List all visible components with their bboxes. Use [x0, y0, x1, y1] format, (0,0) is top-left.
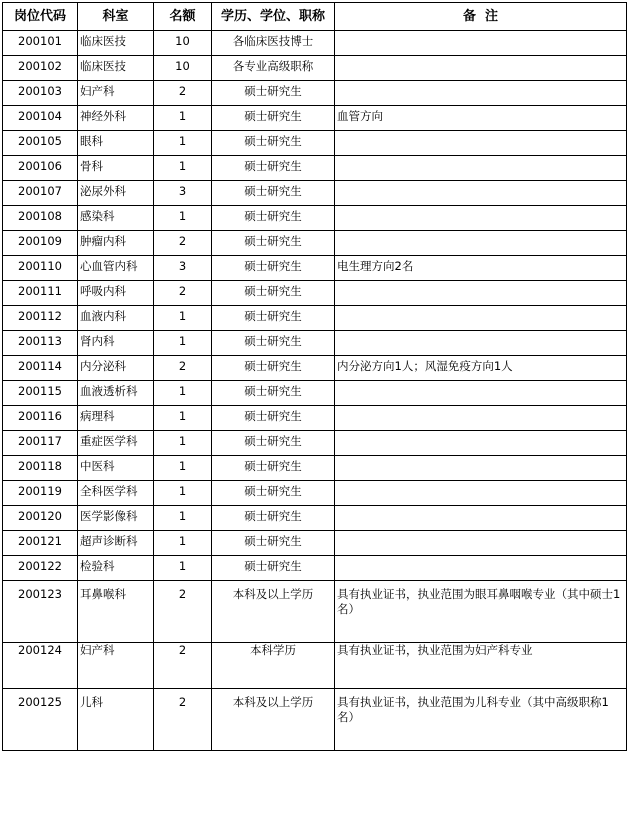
cell-education: 硕士研究生: [212, 306, 335, 331]
cell-quota: 10: [154, 56, 212, 81]
cell-position-code: 200119: [3, 481, 78, 506]
cell-notes: 电生理方向2名: [335, 256, 627, 281]
cell-department: 耳鼻喉科: [78, 581, 154, 643]
positions-table: [2, 2, 627, 751]
cell-quota: 2: [154, 356, 212, 381]
cell-notes: [335, 506, 627, 531]
cell-quota: 2: [154, 281, 212, 306]
table-row: [3, 131, 627, 156]
cell-position-code: 200116: [3, 406, 78, 431]
cell-position-code: 200112: [3, 306, 78, 331]
cell-quota: 2: [154, 81, 212, 106]
cell-position-code: 200101: [3, 31, 78, 56]
cell-education: 本科及以上学历: [212, 689, 335, 751]
cell-department: 病理科: [78, 406, 154, 431]
cell-position-code: 200102: [3, 56, 78, 81]
cell-education: 硕士研究生: [212, 431, 335, 456]
cell-education: 各专业高级职称: [212, 56, 335, 81]
cell-position-code: 200117: [3, 431, 78, 456]
table-row: [3, 506, 627, 531]
cell-quota: 1: [154, 456, 212, 481]
cell-position-code: 200108: [3, 206, 78, 231]
cell-department: 血液透析科: [78, 381, 154, 406]
table-row: [3, 231, 627, 256]
cell-department: 肿瘤内科: [78, 231, 154, 256]
cell-notes: [335, 456, 627, 481]
table-row: [3, 56, 627, 81]
cell-notes: [335, 181, 627, 206]
cell-department: 泌尿外科: [78, 181, 154, 206]
cell-education: 硕士研究生: [212, 256, 335, 281]
cell-quota: 2: [154, 643, 212, 689]
cell-education: 硕士研究生: [212, 206, 335, 231]
cell-department: 儿科: [78, 689, 154, 751]
cell-position-code: 200115: [3, 381, 78, 406]
cell-notes: 血管方向: [335, 106, 627, 131]
cell-education: 硕士研究生: [212, 106, 335, 131]
cell-position-code: 200114: [3, 356, 78, 381]
cell-position-code: 200121: [3, 531, 78, 556]
cell-position-code: 200104: [3, 106, 78, 131]
table-body: [3, 31, 627, 751]
cell-department: 医学影像科: [78, 506, 154, 531]
cell-position-code: 200125: [3, 689, 78, 751]
cell-quota: 1: [154, 306, 212, 331]
cell-notes: [335, 231, 627, 256]
cell-quota: 3: [154, 181, 212, 206]
cell-notes: [335, 531, 627, 556]
cell-education: 硕士研究生: [212, 181, 335, 206]
cell-department: 感染科: [78, 206, 154, 231]
cell-quota: 3: [154, 256, 212, 281]
cell-position-code: 200106: [3, 156, 78, 181]
table-row: [3, 481, 627, 506]
cell-position-code: 200113: [3, 331, 78, 356]
table-row: [3, 581, 627, 643]
cell-notes: [335, 381, 627, 406]
cell-education: 硕士研究生: [212, 81, 335, 106]
table-row: [3, 81, 627, 106]
cell-department: 全科医学科: [78, 481, 154, 506]
cell-education: 硕士研究生: [212, 231, 335, 256]
table-row: [3, 256, 627, 281]
cell-position-code: 200120: [3, 506, 78, 531]
cell-quota: 2: [154, 689, 212, 751]
cell-department: 临床医技: [78, 56, 154, 81]
cell-department: 血液内科: [78, 306, 154, 331]
cell-education: 硕士研究生: [212, 531, 335, 556]
cell-position-code: 200122: [3, 556, 78, 581]
table-row: [3, 206, 627, 231]
cell-education: 硕士研究生: [212, 506, 335, 531]
cell-education: 硕士研究生: [212, 381, 335, 406]
cell-department: 神经外科: [78, 106, 154, 131]
cell-education: 本科学历: [212, 643, 335, 689]
cell-quota: 10: [154, 31, 212, 56]
cell-department: 检验科: [78, 556, 154, 581]
cell-department: 妇产科: [78, 643, 154, 689]
cell-education: 硕士研究生: [212, 131, 335, 156]
cell-position-code: 200111: [3, 281, 78, 306]
cell-education: 各临床医技博士: [212, 31, 335, 56]
table-row: [3, 281, 627, 306]
cell-department: 重症医学科: [78, 431, 154, 456]
cell-education: 硕士研究生: [212, 356, 335, 381]
cell-position-code: 200109: [3, 231, 78, 256]
cell-education: 硕士研究生: [212, 156, 335, 181]
cell-quota: 1: [154, 406, 212, 431]
cell-quota: 1: [154, 531, 212, 556]
cell-position-code: 200107: [3, 181, 78, 206]
cell-quota: 1: [154, 481, 212, 506]
table-row: [3, 331, 627, 356]
cell-quota: 2: [154, 231, 212, 256]
table-row: [3, 406, 627, 431]
cell-quota: 1: [154, 431, 212, 456]
cell-quota: 2: [154, 581, 212, 643]
cell-position-code: 200105: [3, 131, 78, 156]
cell-position-code: 200118: [3, 456, 78, 481]
cell-notes: 具有执业证书，执业范围为妇产科专业: [335, 643, 627, 689]
cell-notes: [335, 556, 627, 581]
cell-quota: 1: [154, 156, 212, 181]
table-row: [3, 431, 627, 456]
header-notes: 备 注: [335, 3, 627, 31]
cell-education: 硕士研究生: [212, 481, 335, 506]
table-header-row: [3, 3, 627, 31]
cell-position-code: 200110: [3, 256, 78, 281]
cell-department: 眼科: [78, 131, 154, 156]
cell-quota: 1: [154, 556, 212, 581]
table-row: [3, 556, 627, 581]
table-row: [3, 381, 627, 406]
table-row: [3, 643, 627, 689]
header-department: 科室: [78, 3, 154, 31]
cell-quota: 1: [154, 381, 212, 406]
cell-notes: 内分泌方向1人；风湿免疫方向1人: [335, 356, 627, 381]
cell-notes: 具有执业证书，执业范围为眼耳鼻咽喉专业（其中硕士1名）: [335, 581, 627, 643]
cell-department: 呼吸内科: [78, 281, 154, 306]
table-row: [3, 306, 627, 331]
cell-notes: [335, 406, 627, 431]
cell-department: 超声诊断科: [78, 531, 154, 556]
cell-education: 硕士研究生: [212, 556, 335, 581]
table-row: [3, 181, 627, 206]
header-quota: 名额: [154, 3, 212, 31]
cell-education: 硕士研究生: [212, 331, 335, 356]
cell-department: 中医科: [78, 456, 154, 481]
cell-notes: [335, 306, 627, 331]
table-row: [3, 31, 627, 56]
cell-notes: [335, 31, 627, 56]
cell-notes: [335, 281, 627, 306]
table-row: [3, 456, 627, 481]
cell-department: 临床医技: [78, 31, 154, 56]
cell-notes: [335, 206, 627, 231]
cell-notes: [335, 331, 627, 356]
cell-notes: [335, 131, 627, 156]
cell-position-code: 200103: [3, 81, 78, 106]
header-position-code: 岗位代码: [3, 3, 78, 31]
cell-department: 妇产科: [78, 81, 154, 106]
cell-education: 硕士研究生: [212, 281, 335, 306]
cell-position-code: 200124: [3, 643, 78, 689]
table-row: [3, 356, 627, 381]
cell-quota: 1: [154, 506, 212, 531]
table-row: [3, 531, 627, 556]
cell-position-code: 200123: [3, 581, 78, 643]
cell-quota: 1: [154, 106, 212, 131]
cell-education: 硕士研究生: [212, 456, 335, 481]
cell-quota: 1: [154, 131, 212, 156]
cell-department: 骨科: [78, 156, 154, 181]
cell-education: 本科及以上学历: [212, 581, 335, 643]
table-row: [3, 689, 627, 751]
cell-department: 内分泌科: [78, 356, 154, 381]
cell-department: 心血管内科: [78, 256, 154, 281]
header-education: 学历、学位、职称: [212, 3, 335, 31]
cell-notes: 具有执业证书，执业范围为儿科专业（其中高级职称1名）: [335, 689, 627, 751]
cell-notes: [335, 481, 627, 506]
cell-notes: [335, 431, 627, 456]
cell-quota: 1: [154, 331, 212, 356]
cell-notes: [335, 56, 627, 81]
table-row: [3, 156, 627, 181]
cell-education: 硕士研究生: [212, 406, 335, 431]
cell-notes: [335, 81, 627, 106]
cell-notes: [335, 156, 627, 181]
cell-department: 肾内科: [78, 331, 154, 356]
cell-quota: 1: [154, 206, 212, 231]
table-row: [3, 106, 627, 131]
